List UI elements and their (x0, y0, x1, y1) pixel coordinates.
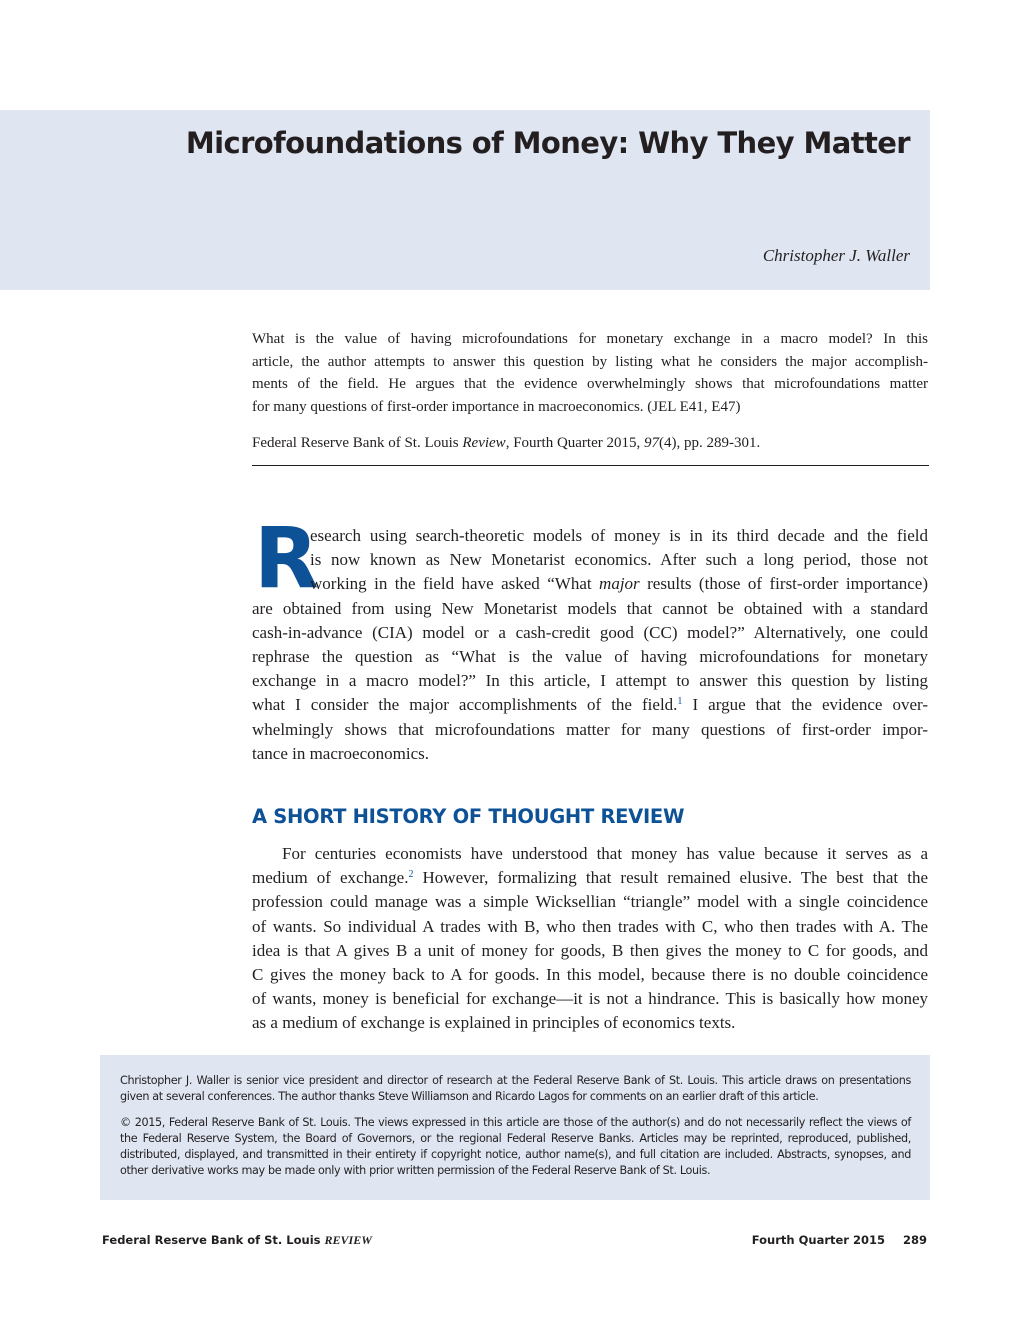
text-line: idea is that A gives B a unit of money for goods, B then gives the money to C for goods, and (252, 940, 928, 960)
text-line: C gives the money back to A for goods. In this model, because there is no double coincidence (252, 965, 928, 985)
text-segment: results (those of first-order importance) (639, 574, 928, 594)
text-segment: working in the field have asked “What (310, 574, 600, 594)
section-heading: A SHORT HISTORY OF THOUGHT REVIEW (252, 805, 685, 828)
text-line: ments of the field. He argues that the evidence overwhelmingly shows that microfoundations matter (252, 376, 928, 393)
text-segment: (4), pp. 289-301. (659, 435, 761, 451)
footnote-ref[interactable]: 2 (408, 869, 414, 881)
text-line: the Federal Reserve System, the Board of Governors, or the regional Federal Reserve Banks. Articles may be reprinted, reproduced, published, (120, 1132, 911, 1145)
text-line (252, 693, 928, 717)
text-segment: Federal Reserve Bank of St. Louis (252, 435, 463, 451)
abstract (252, 328, 928, 419)
text-line: What is the value of having microfoundations for monetary exchange in a macro model? In this (252, 331, 928, 347)
text-segment: , Fourth Quarter 2015, (505, 435, 644, 451)
text-line: are obtained from using New Monetarist models that cannot be obtained with a standard (252, 598, 928, 618)
text-line: whelmingly shows that microfoundations matter for many questions of first-order impor- (252, 719, 928, 739)
text-segment: However, formalizing that result remained elusive. The best that the (413, 868, 928, 888)
drop-cap: R (254, 509, 319, 607)
copyright-note (120, 1115, 911, 1179)
text-line: exchange in a macro model?” In this article, I attempt to answer this question by listing (252, 671, 928, 691)
text-segment: major (599, 574, 640, 594)
text-line: © 2015, Federal Reserve Bank of St. Louis. The views expressed in this article are those of the author(s) and do not necessarily reflect the views of (120, 1116, 911, 1129)
text-line: article, the author attempts to answer this question by listing what he considers the major accomplish- (252, 353, 928, 370)
text-line: given at several conferences. The author thanks Steve Williamson and Ricardo Lagos for comments on an earlier draft of this article. (120, 1090, 819, 1103)
footer-quarter: Fourth Quarter 2015 (751, 1233, 885, 1247)
text-line: For centuries economists have understood that money has value because it serves as a (282, 844, 928, 863)
text-line: cash-in-advance (CIA) model or a cash-credit good (CC) model?” Alternatively, one could (252, 622, 928, 642)
page-number: 289 (902, 1233, 927, 1247)
text-line: as a medium of exchange is explained in principles of economics texts. (252, 1013, 736, 1033)
text-line: for many questions of first-order importance in macroeconomics. (JEL E41, E47) (252, 399, 741, 416)
text-segment: what I consider the major accomplishments of the field. (252, 695, 678, 715)
text-segment: 97 (644, 435, 659, 451)
footer-review: REVIEW (324, 1233, 372, 1247)
article-author: Christopher J. Waller (762, 246, 910, 265)
text-line: tance in macroeconomics. (252, 743, 430, 763)
text-segment: Review (462, 435, 506, 451)
text-line: distributed, displayed, and transmitted in their entirety if copyright notice, author name(s), and full citation are included. Abstracts, synopses, and (120, 1148, 911, 1161)
text-line (252, 866, 928, 890)
text-line (252, 572, 928, 596)
text-line: rephrase the question as “What is the value of having microfoundations for monetary (252, 647, 928, 667)
text-line: of wants. So individual A trades with B, who then trades with C, who then trades with A. The (252, 916, 928, 936)
footer-publisher: Federal Reserve Bank of St. Louis (102, 1233, 321, 1247)
citation (252, 435, 928, 452)
text-line: of wants, money is beneficial for exchange—it is not a hindrance. This is basically how money (252, 989, 928, 1009)
text-line: is now known as New Monetarist economics. After such a long period, those not (310, 550, 928, 570)
footer-issue (752, 1233, 927, 1247)
divider (252, 465, 929, 466)
section-paragraph (252, 842, 928, 1036)
intro-paragraph (252, 524, 928, 766)
author-note (120, 1073, 911, 1105)
footnote-ref[interactable]: 1 (677, 696, 683, 708)
article-title: Microfoundations of Money: Why They Matter (185, 126, 910, 160)
footer-journal (102, 1233, 372, 1248)
text-segment: medium of exchange. (252, 868, 409, 888)
text-line: other derivative works may be made only with prior written permission of the Federal Reserve Bank of St. Louis. (120, 1164, 711, 1177)
text-segment: I argue that the evidence over- (682, 695, 928, 715)
text-line: Christopher J. Waller is senior vice president and director of research at the Federal Reserve Bank of St. Louis. This article draws on presentations (120, 1074, 911, 1087)
text-line: esearch using search-theoretic models of money is in its third decade and the field (310, 526, 928, 545)
text-line: profession could manage was a simple Wicksellian “triangle” model with a single coincidence (252, 892, 928, 912)
